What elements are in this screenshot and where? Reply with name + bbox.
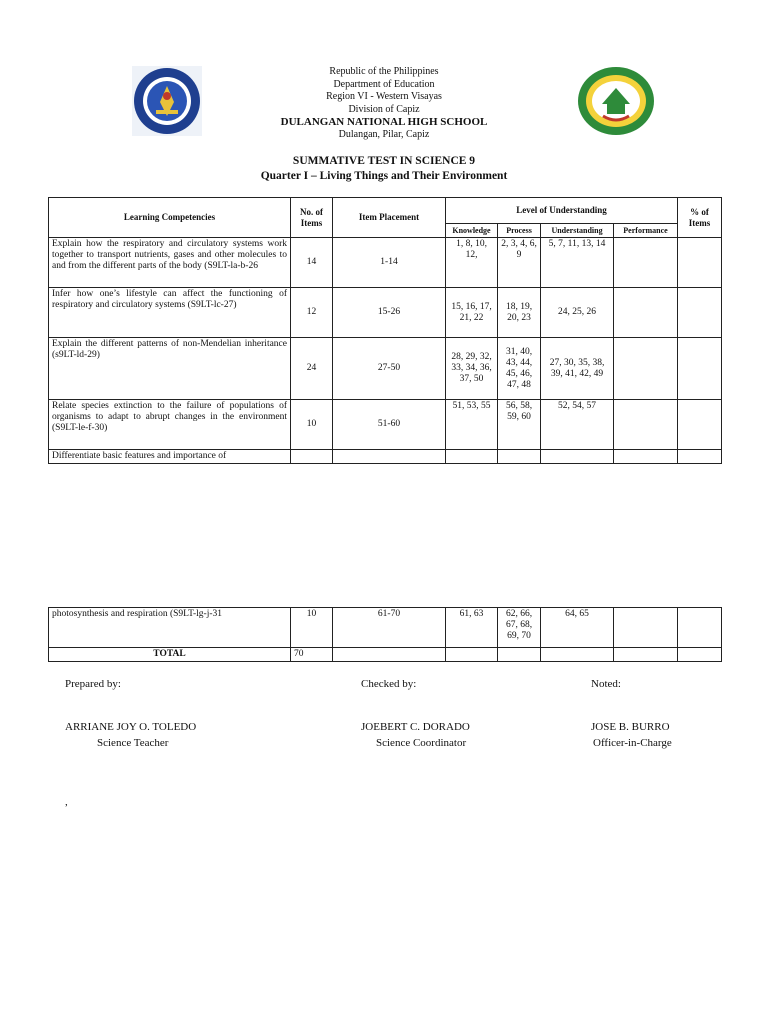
empty-cell: [614, 648, 678, 662]
header-item-placement: Item Placement: [333, 198, 446, 238]
preparer-name: ARRIANE JOY O. TOLEDO: [65, 721, 197, 733]
row-performance: [614, 288, 678, 338]
row-percent: [678, 238, 722, 288]
empty-cell: [541, 450, 614, 464]
row-understanding: 64, 65: [541, 608, 614, 648]
row-competency: Infer how one’s lifestyle can affect the functioning of respiratory and circulatory systems (S9LT-lc-27): [49, 288, 291, 338]
header-learning-competencies: Learning Competencies: [49, 198, 291, 238]
header-level-of-understanding: Level of Understanding: [446, 198, 678, 224]
empty-cell: [498, 648, 541, 662]
empty-cell: [678, 648, 722, 662]
table-row: [49, 608, 722, 648]
empty-cell: [678, 450, 722, 464]
total-row: [49, 648, 722, 662]
empty-cell: [541, 648, 614, 662]
row-process: 62, 66, 67, 68, 69, 70: [498, 608, 541, 648]
row-percent: [678, 338, 722, 400]
row-process: 56, 58, 59, 60: [498, 400, 541, 450]
row-placement: 51-60: [333, 400, 446, 450]
row-performance: [614, 338, 678, 400]
school-name: DULANGAN NATIONAL HIGH SCHOOL: [280, 116, 488, 128]
table-row: [49, 450, 722, 464]
row-competency-end: photosynthesis and respiration (S9LT-lg-j-31: [49, 608, 291, 648]
noter-name: JOSE B. BURRO: [591, 721, 670, 733]
row-knowledge: 61, 63: [446, 608, 498, 648]
header-knowledge: Knowledge: [446, 224, 498, 238]
stray-comma: ,: [65, 796, 68, 808]
row-performance: [614, 400, 678, 450]
header-line-region: Region VI - Western Visayas: [326, 91, 442, 102]
table-row: [49, 338, 722, 400]
row-percent: [678, 400, 722, 450]
table-row: [49, 288, 722, 338]
total-items: 70: [291, 648, 333, 662]
header-line-republic: Republic of the Philippines: [329, 66, 439, 77]
header-line-division: Division of Capiz: [348, 103, 420, 115]
row-items: 10: [291, 400, 333, 450]
row-performance: [614, 608, 678, 648]
specification-table: [48, 197, 722, 464]
row-placement: 1-14: [333, 238, 446, 288]
row-percent: [678, 288, 722, 338]
checker-name: JOEBERT C. DORADO: [361, 721, 470, 733]
row-process: 18, 19, 20, 23: [498, 288, 541, 338]
noted-label: Noted:: [591, 678, 621, 690]
noter-role: Officer-in-Charge: [593, 737, 672, 749]
school-header: [0, 66, 768, 141]
row-placement: 27-50: [333, 338, 446, 400]
row-competency: Relate species extinction to the failure of populations of organisms to adapt to abrupt changes in the environment (S9LT-le-f-30): [49, 400, 291, 450]
table-row: [49, 238, 722, 288]
test-subtitle: Quarter I – Living Things and Their Environment: [260, 170, 508, 182]
row-items: 10: [291, 608, 333, 648]
empty-cell: [498, 450, 541, 464]
header-process: Process: [498, 224, 541, 238]
empty-cell: [333, 648, 446, 662]
test-title-block: [0, 154, 768, 184]
checked-by-label: Checked by:: [361, 678, 417, 690]
school-address: Dulangan, Pilar, Capiz: [338, 128, 430, 140]
row-understanding: 24, 25, 26: [541, 288, 614, 338]
row-placement: 15-26: [333, 288, 446, 338]
row-items: 12: [291, 288, 333, 338]
empty-cell: [614, 450, 678, 464]
row-knowledge: 15, 16, 17, 21, 22: [446, 288, 498, 338]
header-no-of-items: No. of Items: [291, 198, 333, 238]
header-performance: Performance: [614, 224, 678, 238]
row-competency: Explain how the respiratory and circulatory systems work together to transport nutrients, gases and other molecules to and from the different parts of the body (S9LT-la-b-26: [49, 238, 291, 288]
row-knowledge: 51, 53, 55: [446, 400, 498, 450]
row-knowledge: 1, 8, 10, 12,: [446, 238, 498, 288]
row-understanding: 52, 54, 57: [541, 400, 614, 450]
empty-cell: [291, 450, 333, 464]
prepared-by-label: Prepared by:: [65, 678, 121, 690]
table-row: [49, 400, 722, 450]
row-performance: [614, 238, 678, 288]
row-process: 31, 40, 43, 44, 45, 46, 47, 48: [498, 338, 541, 400]
header-percent-of-items: % of Items: [678, 198, 722, 238]
row-knowledge: 28, 29, 32, 33, 34, 36, 37, 50: [446, 338, 498, 400]
row-competency-start: Differentiate basic features and importance of: [49, 450, 291, 464]
header-line-department: Department of Education: [333, 78, 435, 90]
header-understanding: Understanding: [541, 224, 614, 238]
empty-cell: [446, 648, 498, 662]
row-placement: 61-70: [333, 608, 446, 648]
row-understanding: 5, 7, 11, 13, 14: [541, 238, 614, 288]
row-process: 2, 3, 4, 6, 9: [498, 238, 541, 288]
table-header-row: [49, 198, 722, 224]
row-items: 24: [291, 338, 333, 400]
row-competency: Explain the different patterns of non-Mendelian inheritance (s9LT-ld-29): [49, 338, 291, 400]
empty-cell: [446, 450, 498, 464]
checker-role: Science Coordinator: [376, 737, 467, 749]
empty-cell: [333, 450, 446, 464]
row-items: 14: [291, 238, 333, 288]
row-percent: [678, 608, 722, 648]
preparer-role: Science Teacher: [97, 737, 169, 749]
row-understanding: 27, 30, 35, 38, 39, 41, 42, 49: [541, 338, 614, 400]
total-label: TOTAL: [49, 648, 291, 662]
test-title: SUMMATIVE TEST IN SCIENCE 9: [292, 155, 476, 167]
specification-table-continued: [48, 607, 722, 662]
